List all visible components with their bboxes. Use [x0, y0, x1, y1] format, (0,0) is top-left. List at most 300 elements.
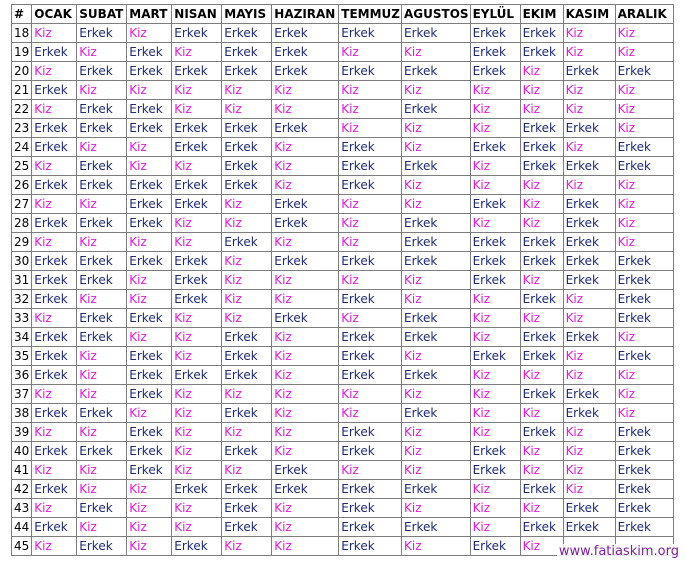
gender-cell: Kiz [402, 195, 471, 214]
gender-cell: Kiz [77, 423, 127, 442]
gender-cell: Kiz [272, 271, 339, 290]
gender-cell: Kiz [470, 385, 520, 404]
gender-cell: Erkek [127, 347, 172, 366]
gender-cell: Kiz [470, 499, 520, 518]
gender-cell: Erkek [272, 119, 339, 138]
age-cell: 21 [12, 81, 32, 100]
gender-cell: Erkek [339, 24, 402, 43]
gender-cell: Kiz [172, 385, 222, 404]
gender-cell: Kiz [470, 290, 520, 309]
gender-cell: Kiz [172, 461, 222, 480]
gender-cell: Erkek [172, 195, 222, 214]
gender-cell: Erkek [470, 24, 520, 43]
age-cell: 18 [12, 24, 32, 43]
gender-cell: Kiz [272, 347, 339, 366]
gender-cell: Erkek [222, 233, 272, 252]
gender-cell: Erkek [77, 24, 127, 43]
gender-cell: Erkek [32, 81, 77, 100]
table-row [12, 195, 674, 214]
gender-cell: Erkek [339, 423, 402, 442]
gender-cell: Kiz [32, 499, 77, 518]
age-cell: 39 [12, 423, 32, 442]
gender-cell: Erkek [339, 366, 402, 385]
gender-cell: Kiz [615, 195, 673, 214]
age-cell: 26 [12, 176, 32, 195]
gender-cell: Kiz [402, 290, 471, 309]
gender-cell: Erkek [470, 537, 520, 556]
gender-cell: Erkek [470, 195, 520, 214]
gender-cell: Erkek [520, 385, 563, 404]
gender-cell: Erkek [127, 309, 172, 328]
gender-cell: Erkek [77, 309, 127, 328]
gender-cell: Kiz [520, 442, 563, 461]
gender-cell: Erkek [127, 100, 172, 119]
gender-cell: Erkek [339, 347, 402, 366]
header-month: MART [127, 5, 172, 24]
gender-cell: Kiz [470, 100, 520, 119]
gender-cell: Kiz [172, 404, 222, 423]
gender-cell: Kiz [127, 233, 172, 252]
gender-cell: Erkek [222, 119, 272, 138]
gender-cell: Erkek [127, 195, 172, 214]
gender-cell: Erkek [32, 252, 77, 271]
gender-cell: Kiz [272, 233, 339, 252]
age-cell: 19 [12, 43, 32, 62]
gender-cell: Kiz [339, 81, 402, 100]
age-cell: 33 [12, 309, 32, 328]
gender-cell: Kiz [272, 328, 339, 347]
gender-cell: Kiz [272, 537, 339, 556]
gender-cell: Erkek [520, 252, 563, 271]
gender-cell: Kiz [77, 366, 127, 385]
gender-cell: Erkek [615, 138, 673, 157]
gender-cell: Kiz [222, 271, 272, 290]
gender-cell: Kiz [172, 233, 222, 252]
gender-cell: Kiz [272, 157, 339, 176]
gender-cell: Kiz [127, 157, 172, 176]
gender-cell: Erkek [77, 271, 127, 290]
gender-cell: Erkek [222, 176, 272, 195]
gender-cell: Kiz [222, 81, 272, 100]
gender-cell: Kiz [172, 328, 222, 347]
gender-cell: Erkek [615, 347, 673, 366]
gender-cell: Erkek [563, 252, 615, 271]
header-age: # [12, 5, 32, 24]
gender-cell: Erkek [272, 309, 339, 328]
gender-cell: Erkek [77, 157, 127, 176]
gender-cell: Kiz [172, 499, 222, 518]
gender-cell: Kiz [402, 537, 471, 556]
table-row [12, 309, 674, 328]
age-cell: 45 [12, 537, 32, 556]
gender-cell: Erkek [32, 442, 77, 461]
gender-cell: Erkek [77, 62, 127, 81]
gender-cell: Kiz [172, 157, 222, 176]
gender-cell: Kiz [127, 290, 172, 309]
gender-cell: Erkek [402, 366, 471, 385]
gender-cell: Kiz [272, 138, 339, 157]
gender-cell: Erkek [402, 404, 471, 423]
age-cell: 44 [12, 518, 32, 537]
gender-cell: Erkek [172, 480, 222, 499]
gender-cell: Erkek [470, 62, 520, 81]
table-row [12, 62, 674, 81]
gender-cell: Erkek [339, 442, 402, 461]
gender-cell: Kiz [222, 214, 272, 233]
gender-cell: Kiz [402, 385, 471, 404]
gender-cell: Kiz [402, 81, 471, 100]
gender-cell: Kiz [402, 176, 471, 195]
gender-cell: Erkek [32, 176, 77, 195]
gender-cell: Erkek [32, 347, 77, 366]
gender-cell: Erkek [77, 176, 127, 195]
age-cell: 41 [12, 461, 32, 480]
gender-cell: Kiz [272, 404, 339, 423]
gender-cell: Kiz [470, 518, 520, 537]
gender-cell: Kiz [222, 423, 272, 442]
gender-cell: Erkek [402, 100, 471, 119]
table-row [12, 404, 674, 423]
header-month: ARALIK [615, 5, 673, 24]
gender-cell: Erkek [127, 214, 172, 233]
gender-cell: Erkek [127, 442, 172, 461]
age-cell: 34 [12, 328, 32, 347]
gender-cell: Kiz [77, 195, 127, 214]
gender-cell: Erkek [222, 43, 272, 62]
gender-cell: Erkek [402, 518, 471, 537]
gender-cell: Erkek [563, 328, 615, 347]
age-cell: 36 [12, 366, 32, 385]
header-month: EYLÜL [470, 5, 520, 24]
gender-cell: Kiz [339, 385, 402, 404]
gender-cell: Kiz [222, 461, 272, 480]
gender-cell: Erkek [172, 252, 222, 271]
table-row [12, 423, 674, 442]
gender-cell: Erkek [470, 233, 520, 252]
age-cell: 20 [12, 62, 32, 81]
table-row [12, 442, 674, 461]
gender-cell: Erkek [77, 328, 127, 347]
gender-cell: Kiz [32, 423, 77, 442]
gender-cell: Kiz [77, 347, 127, 366]
gender-cell: Kiz [520, 499, 563, 518]
gender-cell: Erkek [222, 499, 272, 518]
gender-cell: Kiz [563, 366, 615, 385]
gender-cell: Erkek [127, 423, 172, 442]
gender-cell: Kiz [77, 480, 127, 499]
gender-cell: Erkek [470, 138, 520, 157]
site-watermark: www.fatiaskim.org [558, 544, 679, 559]
gender-cell: Kiz [339, 309, 402, 328]
gender-cell: Kiz [127, 81, 172, 100]
gender-cell: Kiz [615, 24, 673, 43]
gender-cell: Erkek [272, 214, 339, 233]
gender-cell: Kiz [402, 423, 471, 442]
gender-cell: Erkek [77, 119, 127, 138]
table-row [12, 480, 674, 499]
gender-cell: Kiz [615, 119, 673, 138]
gender-cell: Erkek [520, 157, 563, 176]
gender-cell: Kiz [127, 404, 172, 423]
gender-cell: Kiz [615, 233, 673, 252]
gender-cell: Kiz [615, 328, 673, 347]
gender-cell: Kiz [563, 442, 615, 461]
gender-cell: Kiz [222, 252, 272, 271]
gender-cell: Kiz [77, 43, 127, 62]
gender-cell: Erkek [615, 309, 673, 328]
gender-cell: Kiz [520, 176, 563, 195]
gender-cell: Kiz [470, 176, 520, 195]
gender-cell: Erkek [470, 347, 520, 366]
gender-cell: Kiz [615, 214, 673, 233]
gender-cell: Erkek [563, 271, 615, 290]
gender-cell: Kiz [563, 480, 615, 499]
header-month: SUBAT [77, 5, 127, 24]
gender-cell: Erkek [222, 157, 272, 176]
age-cell: 23 [12, 119, 32, 138]
gender-cell: Kiz [615, 385, 673, 404]
gender-cell: Kiz [77, 81, 127, 100]
gender-cell: Kiz [127, 138, 172, 157]
gender-cell: Erkek [222, 24, 272, 43]
gender-cell: Kiz [470, 119, 520, 138]
gender-cell: Kiz [127, 271, 172, 290]
gender-cell: Erkek [172, 138, 222, 157]
gender-cell: Kiz [520, 366, 563, 385]
gender-cell: Erkek [222, 518, 272, 537]
table-row [12, 214, 674, 233]
gender-cell: Erkek [222, 404, 272, 423]
gender-cell: Erkek [615, 62, 673, 81]
gender-cell: Kiz [272, 81, 339, 100]
gender-cell: Kiz [172, 100, 222, 119]
gender-cell: Kiz [172, 309, 222, 328]
gender-cell: Kiz [470, 157, 520, 176]
age-cell: 40 [12, 442, 32, 461]
gender-cell: Erkek [520, 423, 563, 442]
gender-cell: Kiz [127, 518, 172, 537]
gender-cell: Erkek [127, 252, 172, 271]
gender-cell: Kiz [272, 366, 339, 385]
table-row [12, 24, 674, 43]
gender-cell: Erkek [339, 62, 402, 81]
table-row [12, 347, 674, 366]
gender-cell: Kiz [402, 271, 471, 290]
gender-cell: Kiz [563, 347, 615, 366]
gender-cell: Kiz [339, 43, 402, 62]
gender-cell: Kiz [563, 461, 615, 480]
gender-cell: Erkek [470, 271, 520, 290]
gender-cell: Erkek [222, 62, 272, 81]
gender-cell: Erkek [127, 43, 172, 62]
gender-cell: Kiz [222, 537, 272, 556]
table-row [12, 233, 674, 252]
gender-cell: Erkek [563, 385, 615, 404]
gender-cell: Erkek [77, 499, 127, 518]
gender-cell: Erkek [127, 119, 172, 138]
gender-cell: Erkek [172, 24, 222, 43]
gender-cell: Erkek [615, 518, 673, 537]
gender-cell: Erkek [32, 43, 77, 62]
table-row [12, 328, 674, 347]
gender-cell: Erkek [563, 157, 615, 176]
gender-cell: Kiz [470, 404, 520, 423]
gender-cell: Erkek [615, 252, 673, 271]
gender-cell: Erkek [172, 62, 222, 81]
gender-cell: Erkek [222, 328, 272, 347]
gender-cell: Erkek [520, 347, 563, 366]
gender-cell: Erkek [32, 480, 77, 499]
gender-cell: Kiz [32, 537, 77, 556]
gender-cell: Erkek [520, 138, 563, 157]
header-month: KASIM [563, 5, 615, 24]
gender-cell: Erkek [563, 499, 615, 518]
gender-cell: Kiz [222, 385, 272, 404]
header-month: EKIM [520, 5, 563, 24]
gender-cell: Erkek [402, 62, 471, 81]
gender-cell: Kiz [520, 100, 563, 119]
gender-cell: Kiz [222, 195, 272, 214]
table-row [12, 518, 674, 537]
age-cell: 22 [12, 100, 32, 119]
gender-cell: Kiz [127, 328, 172, 347]
gender-cell: Kiz [222, 100, 272, 119]
gender-cell: Kiz [402, 138, 471, 157]
gender-cell: Kiz [77, 385, 127, 404]
gender-cell: Erkek [272, 43, 339, 62]
gender-cell: Erkek [222, 347, 272, 366]
gender-cell: Kiz [402, 499, 471, 518]
gender-cell: Erkek [563, 62, 615, 81]
gender-cell: Erkek [470, 461, 520, 480]
gender-cell: Erkek [470, 43, 520, 62]
gender-cell: Kiz [339, 233, 402, 252]
gender-cell: Erkek [127, 176, 172, 195]
gender-cell: Erkek [222, 442, 272, 461]
header-month: MAYIS [222, 5, 272, 24]
gender-cell: Kiz [563, 81, 615, 100]
gender-calendar-table [11, 4, 674, 556]
gender-cell: Erkek [32, 271, 77, 290]
gender-cell: Erkek [563, 214, 615, 233]
gender-cell: Kiz [222, 309, 272, 328]
gender-cell: Kiz [32, 24, 77, 43]
gender-cell: Erkek [563, 404, 615, 423]
gender-cell: Erkek [339, 480, 402, 499]
gender-cell: Erkek [127, 461, 172, 480]
gender-cell: Kiz [32, 233, 77, 252]
gender-cell: Erkek [127, 385, 172, 404]
gender-cell: Kiz [172, 518, 222, 537]
table-row [12, 43, 674, 62]
gender-cell: Erkek [222, 366, 272, 385]
gender-cell: Kiz [222, 290, 272, 309]
gender-cell: Erkek [402, 233, 471, 252]
gender-cell: Erkek [470, 252, 520, 271]
age-cell: 32 [12, 290, 32, 309]
gender-cell: Erkek [127, 366, 172, 385]
gender-cell: Erkek [272, 24, 339, 43]
gender-cell: Erkek [402, 214, 471, 233]
gender-cell: Erkek [32, 366, 77, 385]
gender-cell: Kiz [77, 233, 127, 252]
gender-cell: Erkek [272, 252, 339, 271]
gender-cell: Kiz [563, 138, 615, 157]
gender-cell: Kiz [77, 138, 127, 157]
gender-cell: Kiz [272, 176, 339, 195]
table-row [12, 290, 674, 309]
gender-cell: Erkek [32, 328, 77, 347]
gender-cell: Erkek [222, 480, 272, 499]
gender-cell: Kiz [272, 290, 339, 309]
gender-cell: Kiz [520, 537, 563, 556]
gender-cell: Kiz [615, 366, 673, 385]
age-cell: 25 [12, 157, 32, 176]
gender-cell: Erkek [402, 480, 471, 499]
gender-cell: Kiz [32, 195, 77, 214]
gender-cell: Kiz [470, 81, 520, 100]
gender-cell: Kiz [563, 309, 615, 328]
gender-cell: Kiz [32, 100, 77, 119]
gender-cell: Erkek [32, 138, 77, 157]
table-row [12, 81, 674, 100]
gender-cell: Erkek [563, 195, 615, 214]
gender-cell: Kiz [563, 290, 615, 309]
gender-cell: Erkek [402, 24, 471, 43]
gender-cell: Kiz [77, 461, 127, 480]
gender-cell: Kiz [32, 157, 77, 176]
gender-cell: Kiz [470, 328, 520, 347]
gender-cell: Kiz [172, 347, 222, 366]
gender-cell: Erkek [615, 271, 673, 290]
header-month: HAZIRAN [272, 5, 339, 24]
gender-cell: Erkek [615, 461, 673, 480]
gender-cell: Erkek [520, 518, 563, 537]
gender-cell: Kiz [402, 347, 471, 366]
gender-cell: Erkek [77, 442, 127, 461]
gender-cell: Erkek [470, 442, 520, 461]
gender-calendar-table-wrapper [11, 4, 674, 556]
gender-cell: Kiz [172, 81, 222, 100]
gender-cell: Kiz [77, 518, 127, 537]
gender-cell: Kiz [339, 119, 402, 138]
age-cell: 31 [12, 271, 32, 290]
gender-cell: Erkek [172, 119, 222, 138]
gender-cell: Erkek [402, 157, 471, 176]
gender-cell: Kiz [520, 461, 563, 480]
gender-cell: Erkek [615, 480, 673, 499]
gender-cell: Kiz [272, 423, 339, 442]
gender-cell: Erkek [615, 442, 673, 461]
gender-cell: Kiz [339, 404, 402, 423]
gender-cell: Erkek [172, 176, 222, 195]
gender-cell: Kiz [470, 309, 520, 328]
age-cell: 42 [12, 480, 32, 499]
gender-cell: Kiz [520, 81, 563, 100]
gender-cell: Erkek [339, 252, 402, 271]
gender-cell: Kiz [470, 480, 520, 499]
gender-cell: Erkek [272, 62, 339, 81]
gender-cell: Erkek [520, 43, 563, 62]
gender-cell: Erkek [77, 100, 127, 119]
gender-cell: Erkek [172, 366, 222, 385]
gender-cell: Kiz [32, 62, 77, 81]
gender-cell: Kiz [615, 100, 673, 119]
table-row [12, 499, 674, 518]
gender-cell: Kiz [77, 290, 127, 309]
gender-cell: Kiz [563, 423, 615, 442]
gender-cell: Kiz [272, 100, 339, 119]
